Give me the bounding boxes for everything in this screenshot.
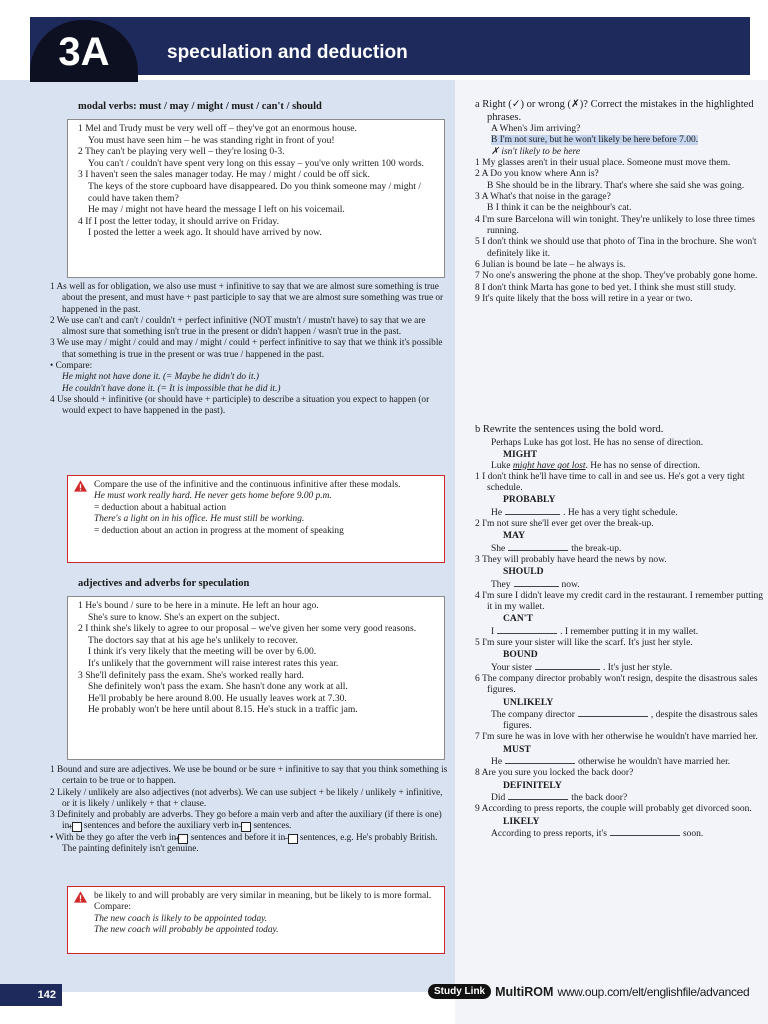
warning-line: Compare the use of the infinitive and the continuous infinitive after these modals. xyxy=(94,480,401,490)
answer-blank[interactable] xyxy=(508,791,568,800)
answer-blank[interactable] xyxy=(610,827,680,836)
answer-end: . I remember putting it in my wallet. xyxy=(560,626,699,637)
example-line: 3 She'll definitely pass the exam. She's worked really hard. xyxy=(78,669,304,681)
example-line: She definitely won't pass the exam. She hasn't done any work at all. xyxy=(88,681,348,693)
example-line: 4 If I post the letter today, it should arrive on Friday. xyxy=(78,215,279,227)
highlighted-phrase: B I'm not sure, but he won't likely be here before 7.00. xyxy=(491,135,699,146)
rule-line: 2 Likely / unlikely are also adjectives (not adverbs). We can use subject + be likely / unlikely + infinitive, or it is likely / unlikely + that + clause. xyxy=(50,787,443,809)
answer-start: She xyxy=(491,543,506,554)
answer-blank[interactable] xyxy=(505,506,560,515)
exercise-item: 3 They will probably have heard the news by now. xyxy=(475,554,667,565)
rule-text: 3 Definitely and probably are adverbs. They go before a main verb and after the auxiliary (if there is one) in xyxy=(50,810,442,832)
rule-line: 3 We use may / might / could and may / might / could + perfect infinitive to say that we think it's possible that something is true in the present or was true / happened in the past. xyxy=(50,338,443,360)
answer-line xyxy=(473,542,765,555)
warning-line: be likely to and will probably are very similar in meaning, but be likely to is more formal. Compare: xyxy=(94,891,432,913)
example-line: Perhaps Luke has got lost. He has no sense of direction. xyxy=(491,438,704,448)
warning-box-likely xyxy=(67,886,445,954)
modal-verbs-title: modal verbs: must / may / might / must / can't / should xyxy=(78,101,322,112)
example-line: He'll probably be here around 8.00. He usually leaves work at 7.30. xyxy=(88,692,347,704)
warning-triangle-icon xyxy=(74,480,87,492)
exercise-item: 6 The company director probably won't resign, despite the disastrous sales figures. xyxy=(475,673,758,696)
exercise-item: 6 Julian is bound be late – he always is. xyxy=(475,260,626,271)
exercise-item: 7 No one's answering the phone at the shop. They've probably gone home. xyxy=(475,271,758,282)
answer-end: soon. xyxy=(682,828,704,839)
example-line: He may / might not have heard the message I left on his voicemail. xyxy=(88,204,345,216)
exercise-item: 1 I don't think he'll have time to call in and see us. He's got a very tight schedule. xyxy=(475,471,745,494)
answer-line xyxy=(473,708,765,733)
answer-blank[interactable] xyxy=(514,578,559,587)
exercise-item: 8 I don't think Marta has gone to bed yet. I think she must still study. xyxy=(475,282,736,293)
page-title: speculation and deduction xyxy=(167,42,408,63)
bold-word: CAN'T xyxy=(503,613,533,625)
warning-line: There's a light on in his office. He must still be working. xyxy=(94,514,305,525)
bold-word: MAY xyxy=(503,530,526,542)
answer-end: otherwise he wouldn't have married her. xyxy=(578,757,731,768)
footer-url[interactable]: www.oup.com/elt/englishfile/advanced xyxy=(557,984,750,999)
answer-blank[interactable] xyxy=(578,708,648,717)
answer-start: I xyxy=(491,626,495,637)
example-line: 3 I haven't seen the sales manager today. He may / might / could be off sick. xyxy=(78,169,370,181)
example-answer: might have got lost xyxy=(512,460,586,471)
bold-word: BOUND xyxy=(503,649,538,661)
exercise-item: 4 I'm sure I didn't leave my credit card in the restaurant. I remember putting it in my wallet. xyxy=(475,590,764,613)
exercise-b-instruction: b Rewrite the sentences using the bold word. xyxy=(475,424,664,435)
exercise-b xyxy=(473,423,765,840)
exercise-item: 7 I'm sure he was in love with her otherwise he wouldn't have married her. xyxy=(475,732,758,743)
warning-line: The new coach is likely to be appointed today. xyxy=(94,913,268,924)
example-line xyxy=(473,135,765,146)
rule-line: 1 Bound and sure are adjectives. We use be bound or be sure + infinitive to say that you think something is certain to be true or to happen. xyxy=(50,765,448,787)
page-number: 142 xyxy=(0,984,62,1006)
modal-examples-box xyxy=(67,119,445,278)
exercise-item: B I think it can be the neighbour's cat. xyxy=(487,203,632,214)
answer-blank[interactable] xyxy=(535,661,600,670)
answer-start: According to press reports, it's xyxy=(491,828,607,839)
adjectives-adverbs-title: adjectives and adverbs for speculation xyxy=(78,578,250,589)
rule-line xyxy=(48,810,448,833)
answer-end: . It's just her style. xyxy=(603,662,673,673)
exercise-a-instruction: a Right (✓) or wrong (✗)? Correct the mistakes in the highlighted phrases. xyxy=(475,99,754,123)
warning-line: = deduction about an action in progress at the moment of speaking xyxy=(94,525,344,536)
warning-line: = deduction about a habitual action xyxy=(94,502,227,513)
answer-line xyxy=(473,625,765,638)
modal-rules xyxy=(48,282,448,418)
bold-word: UNLIKELY xyxy=(503,696,554,708)
example-line: A When's Jim arriving? xyxy=(491,124,581,134)
rule-text: sentences and before it in xyxy=(190,832,286,843)
answer-line xyxy=(473,578,765,591)
rule-line xyxy=(48,833,448,856)
example-line: 1 He's bound / sure to be here in a minute. He left an hour ago. xyxy=(78,600,319,611)
answer-blank[interactable] xyxy=(505,755,575,764)
multirom-label: MultiROM xyxy=(495,984,554,999)
example-line: You can't / couldn't have spent very long on this essay – you've only written 100 words. xyxy=(88,157,424,169)
plus-box-icon: + xyxy=(178,834,188,844)
exercise-item: 9 According to press reports, the couple will probably get divorced soon. xyxy=(475,804,752,815)
example-line: 2 They can't be playing very well – they're losing 0-3. xyxy=(78,146,285,158)
warning-line: The new coach will probably be appointed today. xyxy=(94,925,279,936)
answer-line xyxy=(473,791,765,804)
answer-blank[interactable] xyxy=(508,542,568,551)
rule-text: • With be they go after the verb in xyxy=(50,832,177,843)
example-answer: ✗ isn't likely to be here xyxy=(491,146,581,157)
answer-line xyxy=(473,506,765,519)
answer-line xyxy=(473,755,765,768)
answer-line xyxy=(473,827,765,840)
exercise-item: 2 I'm not sure she'll ever get over the break-up. xyxy=(475,519,654,530)
bold-word: SHOULD xyxy=(503,566,544,578)
warning-box-infinitive xyxy=(67,475,445,563)
example-line: 1 Mel and Trudy must be very well off – they've got an enormous house. xyxy=(78,123,357,134)
answer-end: now. xyxy=(561,579,580,590)
exercise-item: 5 I don't think we should use that photo of Tina in the brochure. She won't definitely like it. xyxy=(475,237,757,259)
rule-line: He couldn't have done it. (= It is impossible that he did it.) xyxy=(62,383,281,394)
exercise-item: 3 A What's that noise in the garage? xyxy=(475,192,611,203)
exercise-item: 2 A Do you know where Ann is? xyxy=(475,169,599,180)
example-line: It's unlikely that the government will raise interest rates this year. xyxy=(88,657,339,669)
warning-triangle-icon xyxy=(74,891,87,903)
answer-start: Luke xyxy=(491,460,511,471)
example-line: She's sure to know. She's an expert on the subject. xyxy=(88,611,280,623)
rule-line: 1 As well as for obligation, we also use must + infinitive to say that we are almost sure something is true about the present, and must have + past participle to say that we are almost sure something was true or happened in the past. xyxy=(50,282,444,315)
example-line: I think it's very likely that the meeting will be over by 6.00. xyxy=(88,646,317,658)
rule-text: sentences, e.g. He's probably British. The painting definitely isn't genuine. xyxy=(62,832,438,855)
example-line: The doctors say that at his age he's unlikely to recover. xyxy=(88,634,298,646)
rule-text: sentences and before the auxiliary verb in xyxy=(83,821,239,832)
rule-line: • Compare: xyxy=(50,361,93,372)
example-line: The keys of the store cupboard have disappeared. Do you think someone may / might / could have taken them? xyxy=(88,180,422,204)
unit-badge: 3A xyxy=(30,20,138,82)
answer-blank[interactable] xyxy=(497,625,557,634)
adjectives-examples-box xyxy=(67,596,445,760)
answer-end: , despite the disastrous sales figures. xyxy=(503,709,758,732)
exercise-item: 1 My glasses aren't in their usual place. Someone must move them. xyxy=(475,158,731,169)
exercise-item: 8 Are you sure you locked the back door? xyxy=(475,768,634,779)
bold-word: MUST xyxy=(503,743,531,755)
rule-line: 4 Use should + infinitive (or should have + participle) to describe a situation you expect to happen (or would expect to have happened in the past). xyxy=(50,394,430,417)
rule-line: He might not have done it. (= Maybe he didn't do it.) xyxy=(62,372,259,383)
answer-start: The company director xyxy=(491,709,575,720)
rule-line: 2 We use can't and can't / couldn't + perfect infinitive (NOT mustn't / mustn't have) to say that we are almost sure that something isn't true in the present or didn't happen / wasn't true in the past. xyxy=(50,315,426,338)
rule-text: sentences. xyxy=(253,821,292,832)
example-line: He probably won't be here until about 8.15. He's stuck in a traffic jam. xyxy=(88,704,358,716)
exercise-item: 4 I'm sure Barcelona will win tonight. They're unlikely to lose three times running. xyxy=(475,214,756,237)
minus-box-icon: − xyxy=(288,834,298,844)
study-link-logo: Study Link xyxy=(428,984,491,999)
exercise-item: 9 It's quite likely that the boss will retire in a year or two. xyxy=(475,294,693,305)
exercise-item: 5 I'm sure your sister will like the scarf. It's just her style. xyxy=(475,638,693,649)
exercise-a xyxy=(473,98,765,306)
answer-start: Your sister xyxy=(491,662,533,673)
answer-end: He has no sense of direction. xyxy=(590,460,700,471)
answer-start: He xyxy=(491,507,503,518)
bold-word: PROBABLY xyxy=(503,494,556,506)
warning-line: He must work really hard. He never gets home before 9.00 p.m. xyxy=(94,491,332,502)
bold-word: LIKELY xyxy=(503,815,540,827)
example-line: 2 I think she's likely to agree to our proposal – we've given her some very good reasons. xyxy=(78,623,417,635)
answer-start: Did xyxy=(491,792,506,803)
bold-word: MIGHT xyxy=(503,449,538,461)
answer-start: They xyxy=(491,579,511,590)
bold-word: DEFINITELY xyxy=(503,779,562,791)
answer-end: the back door? xyxy=(571,792,628,803)
minus-box-icon: − xyxy=(241,822,251,832)
example-line: I posted the letter a week ago. It should have arrived by now. xyxy=(88,227,322,239)
answer-start: He xyxy=(491,757,503,768)
exercise-item: B She should be in the library. That's where she said she was going. xyxy=(487,180,745,191)
example-line: Luke might have got lost. He has no sense of direction. xyxy=(491,460,700,471)
answer-end: . He has a very tight schedule. xyxy=(563,507,678,518)
plus-box-icon: + xyxy=(72,822,82,832)
answer-end: the break-up. xyxy=(571,543,622,554)
adjectives-rules xyxy=(48,765,448,855)
footer xyxy=(428,984,749,999)
answer-line xyxy=(473,661,765,674)
example-line: You must have seen him – he was standing right in front of you! xyxy=(88,134,335,146)
